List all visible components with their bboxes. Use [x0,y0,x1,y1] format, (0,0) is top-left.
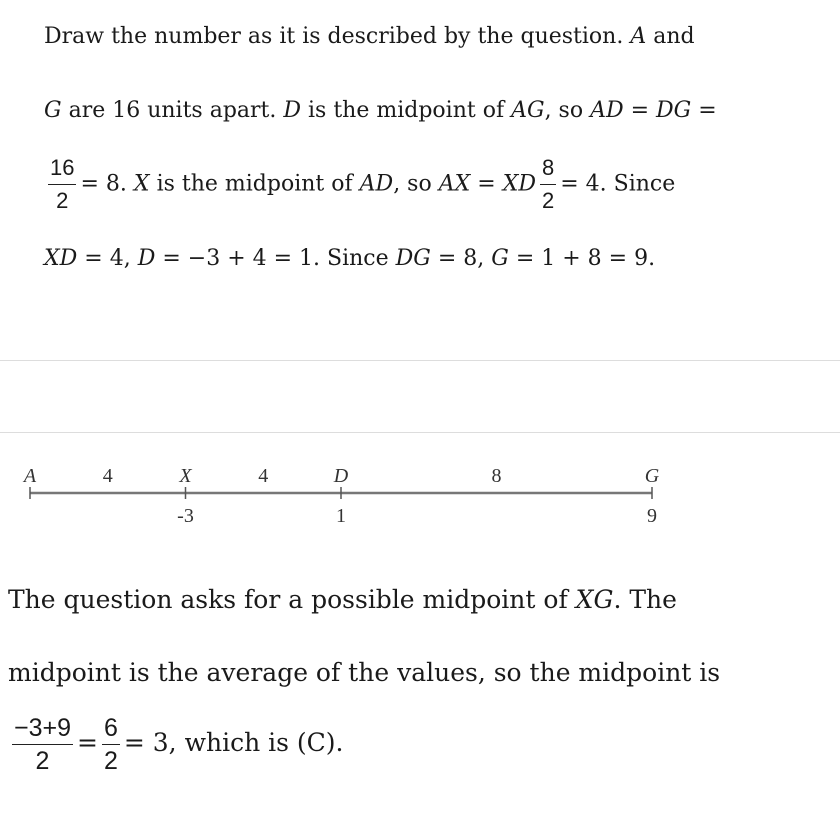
text-segment: , so [393,171,439,197]
math-variable: D [137,246,156,271]
numerator: −3+9 [12,712,73,745]
text-segment: , so [544,98,591,123]
fraction [12,712,73,777]
text-segment: . The [613,585,677,614]
math-variable: AG [511,98,545,123]
math-variable: D [283,98,302,123]
segment-length: 4 [258,465,269,487]
denominator: 2 [56,188,69,213]
text-segment: Draw the number as it is described by the question. [44,24,631,49]
divider [0,432,840,433]
text-line [44,96,717,126]
point-label: A [23,465,37,487]
text-line [8,585,677,615]
text-segment: = 8, [430,246,492,271]
point-label: D [333,465,349,487]
text-segment: = [623,98,657,123]
math-variable: DG [395,246,431,271]
point-label: G [644,465,660,487]
denominator: 2 [103,747,118,775]
text-segment: = 8. [80,171,134,197]
text-segment: = −3 + 4 = 1. Since [155,246,396,271]
text-segment: = 3, which is (C). [123,728,344,757]
fraction [102,712,120,777]
numerator: 8 [540,152,556,185]
math-variable: G [491,246,509,271]
denominator: 2 [542,188,555,213]
point-value: 9 [647,505,657,527]
numerator: 6 [102,712,120,745]
math-variable: XG [575,585,614,614]
math-variable: XD [44,246,78,271]
number-line [0,440,840,540]
divider [0,360,840,361]
math-variable: G [44,98,62,123]
text-segment: = 4. Since [560,171,676,197]
point-value: -3 [177,505,194,527]
point-label: X [179,465,192,487]
fraction [540,152,556,217]
math-variable: AD [590,98,624,123]
text-segment: midpoint is the average of the values, so the midpoint is [8,658,721,687]
fraction [48,152,76,217]
text-segment: = [691,98,717,123]
math-variable: X [133,171,150,197]
text-segment: = [470,171,503,197]
text-segment: is the midpoint of [149,171,360,197]
text-segment: = 4, [77,246,138,271]
point-value: 1 [336,505,346,527]
text-segment: = 1 + 8 = 9. [508,246,656,271]
text-line [44,152,675,217]
text-segment: = [77,728,98,757]
segment-length: 8 [491,465,502,487]
math-variable: A [630,24,647,49]
math-variable: AX [438,171,471,197]
text-segment: The question asks for a possible midpoint of [8,585,576,614]
segment-length: 4 [102,465,113,487]
text-line [44,22,695,52]
math-variable: XD [502,171,536,197]
text-segment: and [646,24,695,49]
text-line [44,244,655,274]
math-variable: AD [359,171,394,197]
denominator: 2 [35,747,50,775]
text-segment: is the midpoint of [301,98,512,123]
numerator: 16 [48,152,76,185]
math-variable: DG [656,98,692,123]
text-segment: are 16 units apart. [61,98,284,123]
text-line [8,658,720,688]
text-line [8,712,343,777]
